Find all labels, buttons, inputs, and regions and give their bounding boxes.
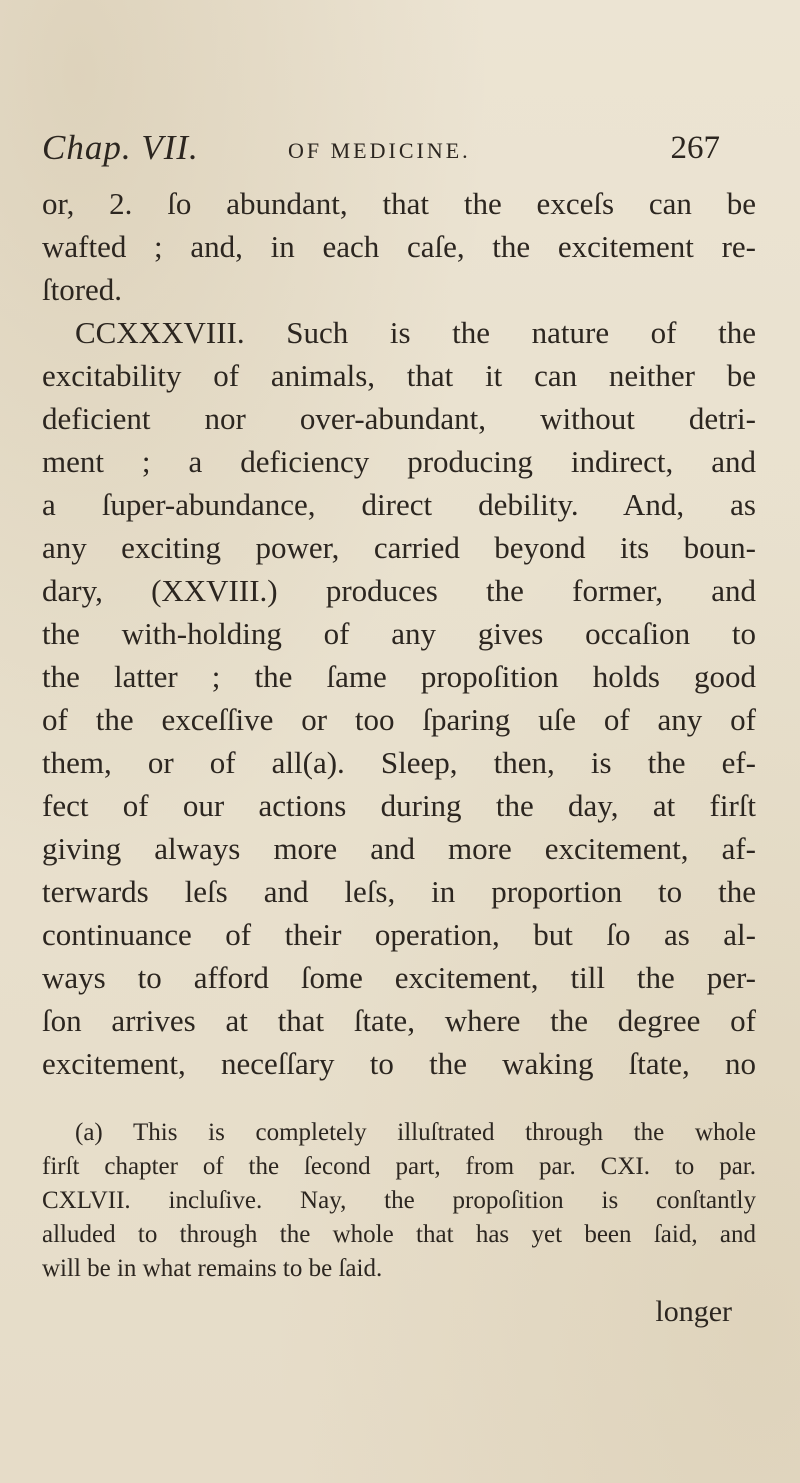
text-line: terwards leſs and leſs, in proportion to the xyxy=(42,874,756,909)
text-line: deficient nor over-abundant, without detri- xyxy=(42,401,756,436)
text-line: them, or of all(a). Sleep, then, is the ef- xyxy=(42,745,756,780)
text-line: giving always more and more excitement, af- xyxy=(42,831,756,866)
text-line: any exciting power, carried beyond its boun- xyxy=(42,530,756,565)
text-line: continuance of their operation, but ſo as al- xyxy=(42,917,756,952)
footnote xyxy=(42,1116,756,1286)
page-header xyxy=(42,128,758,184)
text-line: of the exceſſive or too ſparing uſe of any of xyxy=(42,702,756,737)
text-line: the latter ; the ſame propoſition holds good xyxy=(42,659,756,694)
page-number: 267 xyxy=(670,130,720,166)
footnote-line: (a) This is completely illuſtrated through the whole xyxy=(75,1119,756,1146)
footnote-line: CXLVII. incluſive. Nay, the propoſition is conſtantly xyxy=(42,1187,756,1214)
text-line: ment ; a deficiency producing indirect, and xyxy=(42,444,756,479)
text-line: excitability of animals, that it can neither be xyxy=(42,358,756,393)
text-line: dary, (XXVIII.) produces the former, and xyxy=(42,573,756,608)
footnote-line: firſt chapter of the ſecond part, from par. CXI. to par. xyxy=(42,1153,756,1180)
text-line: ways to afford ſome excitement, till the per- xyxy=(42,960,756,995)
text-line: ſtored. xyxy=(42,272,123,307)
text-line: ſon arrives at that ſtate, where the degree of xyxy=(42,1003,756,1038)
text-line: or, 2. ſo abundant, that the exceſs can be xyxy=(42,186,756,221)
text-line: excitement, neceſſary to the waking ſtate, no xyxy=(42,1046,756,1081)
text-line: a ſuper-abundance, direct debility. And, as xyxy=(42,487,756,522)
text-line: the with-holding of any gives occaſion to xyxy=(42,616,756,651)
footnote-line: alluded to through the whole that has yet been ſaid, and xyxy=(42,1221,756,1248)
text-line: CCXXXVIII. Such is the nature of the xyxy=(75,315,756,350)
footnote-line: will be in what remains to be ſaid. xyxy=(42,1255,383,1282)
running-title: OF MEDICINE. xyxy=(288,138,471,163)
text-line: fect of our actions during the day, at firſt xyxy=(42,788,756,823)
catchword: longer xyxy=(655,1295,732,1328)
main-text xyxy=(42,182,756,1085)
chapter-heading: Chap. VII. xyxy=(42,128,199,167)
text-line: wafted ; and, in each caſe, the excitement re- xyxy=(42,229,756,264)
